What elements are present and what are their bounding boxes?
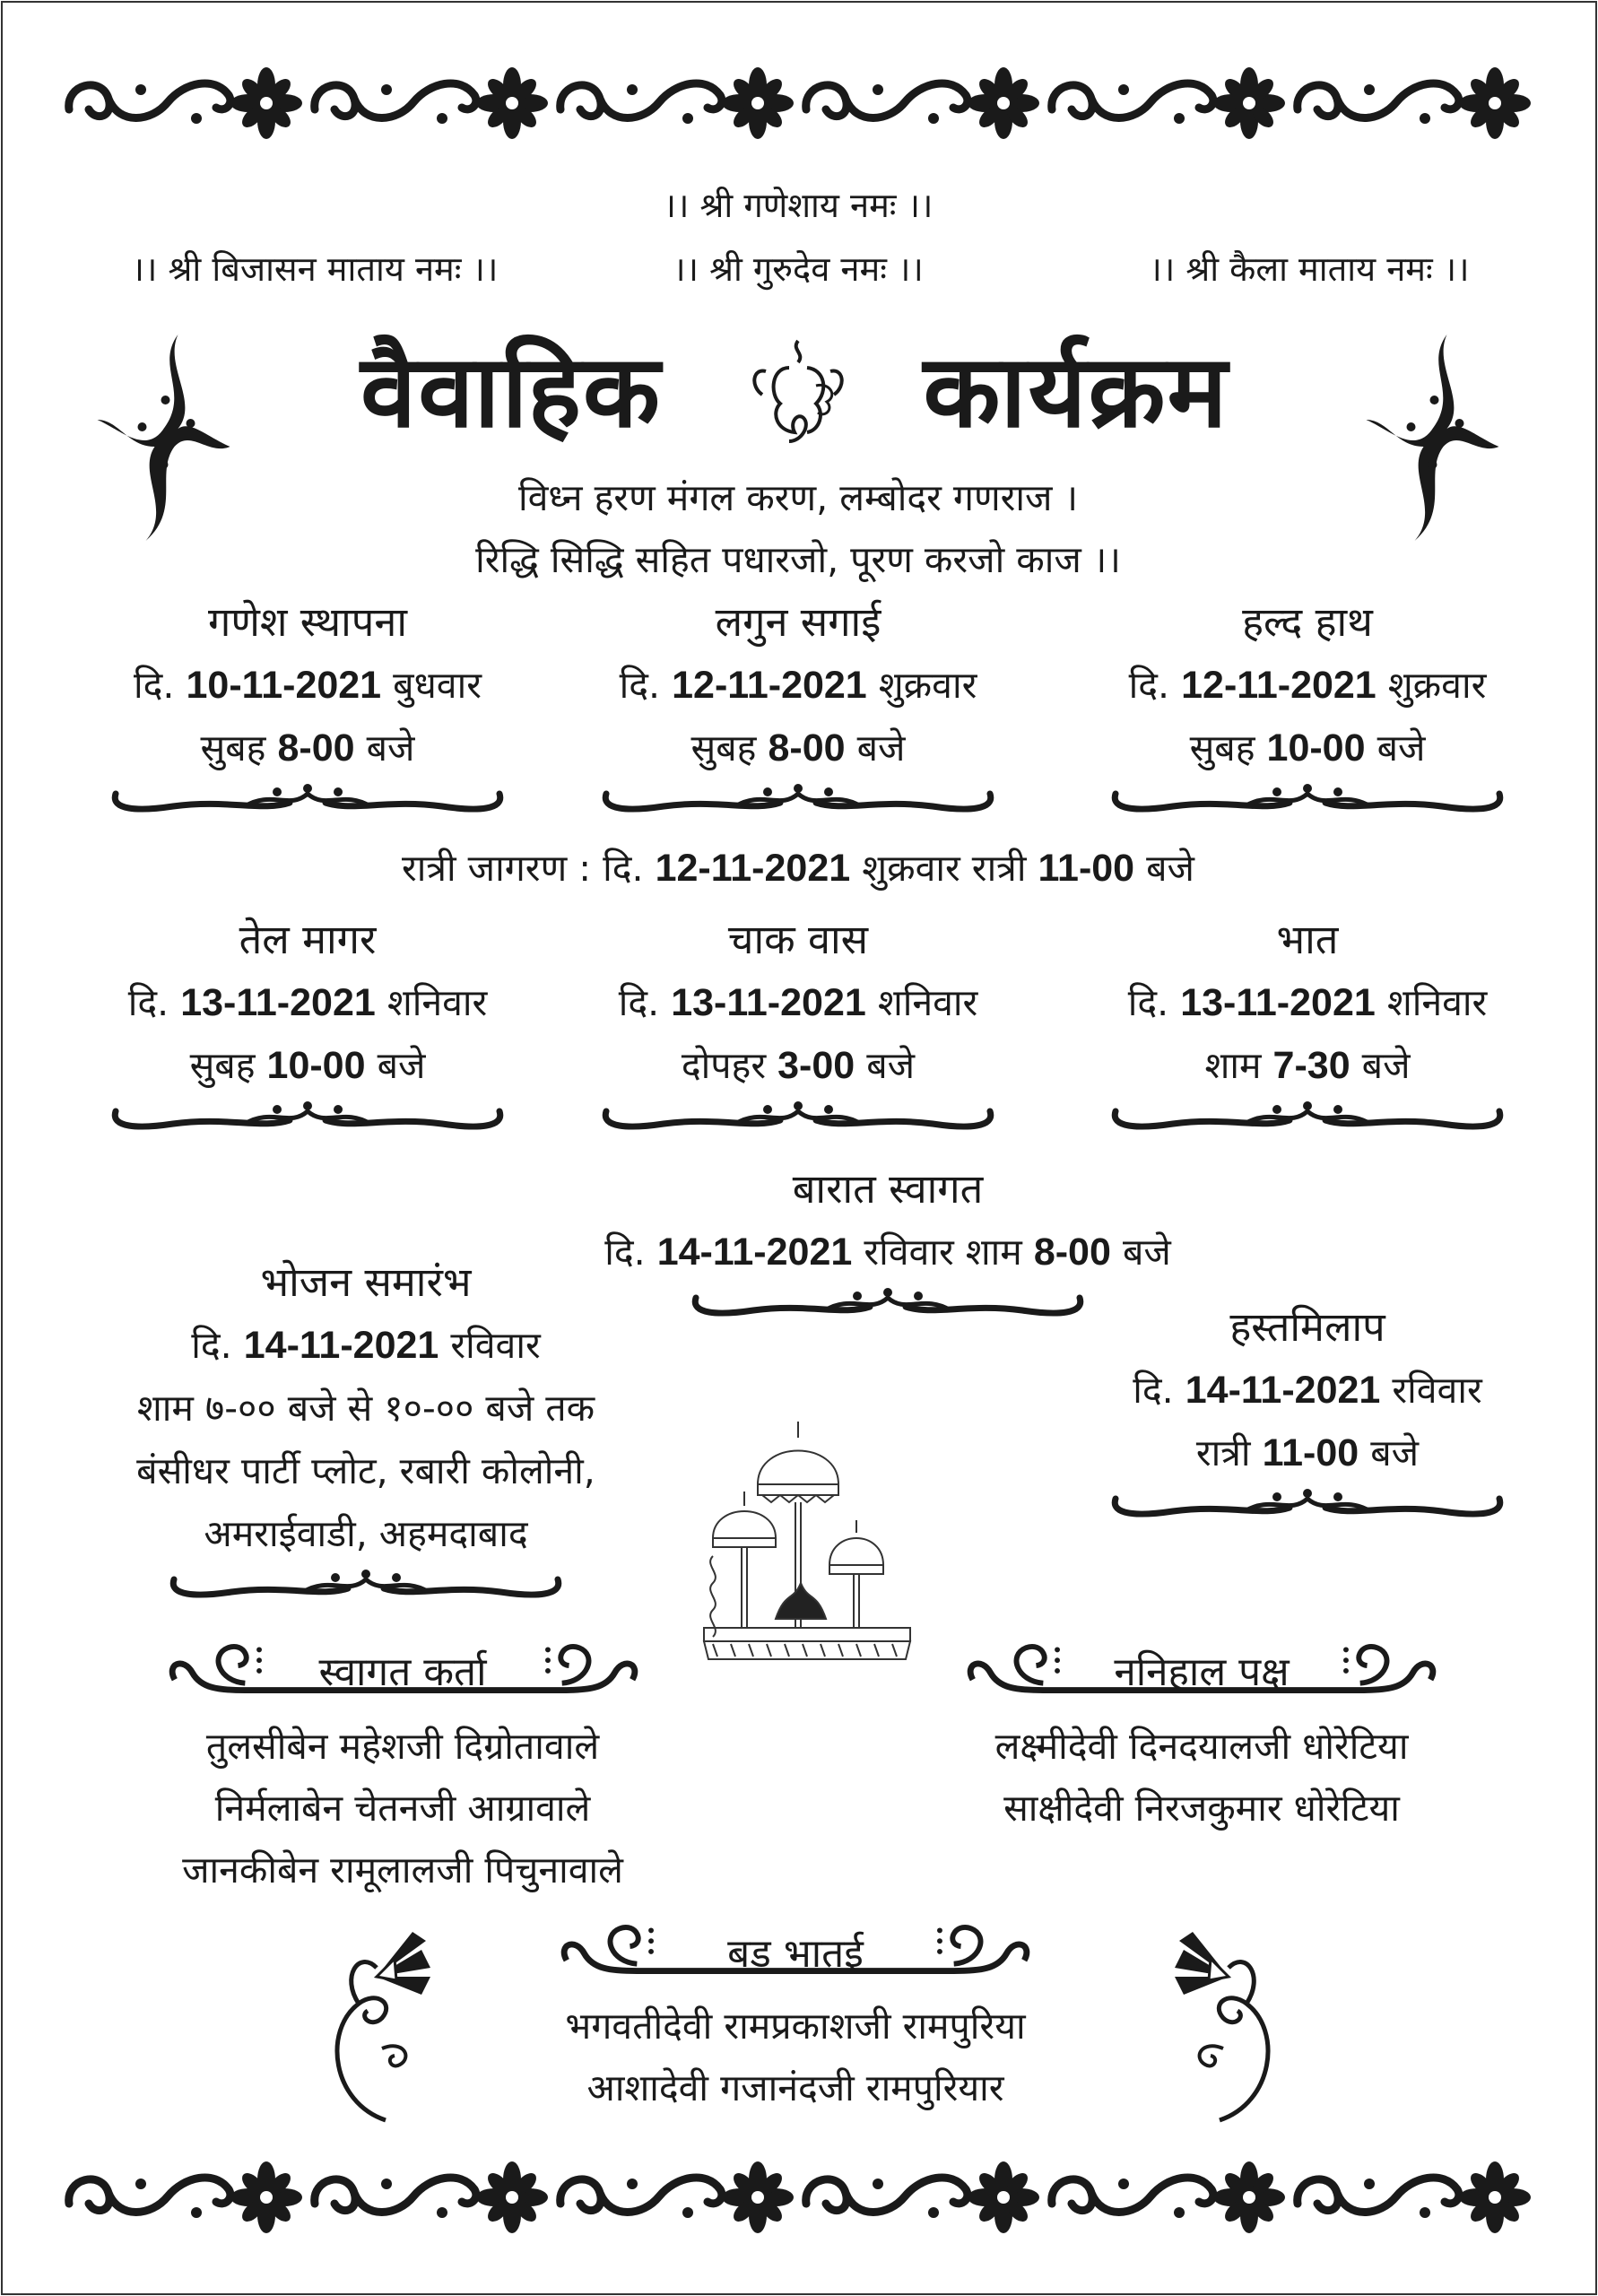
event-time: सुबह 10-00 बजे [189, 1044, 426, 1087]
event-title: बारात स्वागत [792, 1165, 984, 1213]
event-date: दि. 10-11-2021 बुधवार [134, 664, 482, 707]
divider-ornament [169, 1569, 563, 1605]
host-name: जानकीबेन रामूलालजी पिचुनावाले [182, 1848, 623, 1892]
event-time: सुबह 8-00 बजे [690, 726, 906, 770]
event-date: दि. 13-11-2021 शनिवार [618, 981, 978, 1024]
title-right: कार्यक्रम [923, 334, 1229, 450]
bottom-floral-border [54, 2157, 1544, 2238]
nanihal-names [995, 1716, 1409, 1839]
event-title: हस्तमिलाप [1229, 1303, 1385, 1351]
bhatai-name: आशादेवी गजानंदजी रामपुरियार [586, 2066, 1004, 2109]
event-bhojan-samarambh [52, 1251, 680, 1605]
event-title: हल्द हाथ [1242, 598, 1373, 646]
peacock-ornament-right-icon [1157, 1923, 1282, 2129]
event-title: तेल मागर [239, 916, 377, 963]
event-lagun-sagai [529, 591, 1067, 819]
venue-line-2: अमराईवाडी, अहमदाबाद [204, 1512, 528, 1555]
maternal-family-name: लक्ष्मीदेवी दिनदयालजी धोरेटिया [994, 1725, 1409, 1768]
event-title: चाक वास [727, 916, 869, 963]
event-bhat [1038, 909, 1576, 1136]
invocation-bijasan: ।। श्री बिजासन माताय नमः ।। [131, 249, 499, 289]
nanihal-title: ननिहाल पक्ष [1114, 1649, 1290, 1695]
couplet-line-2: रिद्धि सिद्धि सहित पधारजो, पूरण करजो काज ।। [475, 538, 1121, 581]
top-floral-border [54, 63, 1544, 144]
swagat-karta-names [182, 1716, 623, 1901]
wedding-mandap-illustration [695, 1413, 924, 1664]
divider-ornament [601, 1100, 995, 1136]
maternal-family-name: साक्षीदेवी निरजकुमार धोरेटिया [1003, 1787, 1400, 1830]
event-time: रात्री 11-00 बजे [1195, 1431, 1420, 1474]
host-name: निर्मलाबेन चेतनजी आग्रावाले [214, 1787, 591, 1830]
event-date: दि. 14-11-2021 रविवार [191, 1324, 541, 1367]
event-time: शाम 7-30 बजे [1204, 1044, 1411, 1087]
bad-bhatai-title: बड भातई [727, 1931, 864, 1977]
swastik-ornament-left-icon [90, 330, 238, 545]
event-ratri-jagran: रात्री जागरण : दि. 12-11-2021 शुक्रवार रात्री 11-00 बजे [402, 847, 1194, 890]
swagat-karta-title: स्वागत कर्ता [318, 1649, 487, 1695]
event-time: शाम ७-०० बजे से १०-०० बजे तक [136, 1387, 595, 1430]
invocation-gurudev: ।। श्री गुरुदेव नमः ।। [673, 249, 924, 289]
divider-ornament [110, 1100, 505, 1136]
divider-ornament [1110, 1488, 1505, 1524]
event-date: दि. 13-11-2021 शनिवार [127, 981, 488, 1024]
event-date: दि. 14-11-2021 रविवार [1133, 1369, 1482, 1412]
event-title: गणेश स्थापना [208, 598, 407, 646]
event-title: भोजन समारंभ [260, 1258, 472, 1306]
event-title: लगुन सगाई [715, 598, 882, 646]
event-date: दि. 13-11-2021 शनिवार [1127, 981, 1488, 1024]
couplet-line-1: विध्न हरण मंगल करण, लम्बोदर गणराज । [517, 476, 1079, 519]
host-name: तुलसीबेन महेशजी दिग्रोतावाले [205, 1725, 600, 1768]
divider-ornament [1110, 1100, 1505, 1136]
divider-ornament [1110, 783, 1505, 819]
event-date-time: दि. 14-11-2021 रविवार शाम 8-00 बजे [604, 1231, 1171, 1274]
ganesha-icon [744, 332, 852, 448]
title-left: वैवाहिक [360, 334, 663, 450]
event-hald-hath [1038, 591, 1576, 819]
divider-ornament [110, 783, 505, 819]
divider-ornament [601, 783, 995, 819]
venue-line-1: बंसीधर पार्टी प्लोट, रबारी कोलोनी, [136, 1449, 595, 1492]
divider-ornament [690, 1287, 1085, 1323]
event-date: दि. 12-11-2021 शुक्रवार [1128, 664, 1487, 707]
event-time: सुबह 10-00 बजे [1189, 726, 1426, 770]
event-tel-magar [39, 909, 577, 1136]
invocation-ganesh: ।। श्री गणेशाय नमः ।। [663, 186, 934, 225]
bad-bhatai-names [565, 1996, 1025, 2119]
bhatai-name: भगवतीदेवी रामप्रकाशजी रामपुरिया [565, 2005, 1026, 2048]
event-hastmilap [1038, 1296, 1576, 1524]
event-chak-vas [529, 909, 1067, 1136]
swastik-ornament-right-icon [1359, 330, 1507, 545]
event-ganesh-sthapana [39, 591, 577, 819]
invocation-kaila: ।। श्री कैला माताय नमः ।। [1149, 249, 1470, 289]
event-date: दि. 12-11-2021 शुक्रवार [619, 664, 977, 707]
event-time: सुबह 8-00 बजे [200, 726, 415, 770]
event-title: भात [1276, 916, 1339, 963]
event-time: दोपहर 3-00 बजे [681, 1044, 916, 1087]
